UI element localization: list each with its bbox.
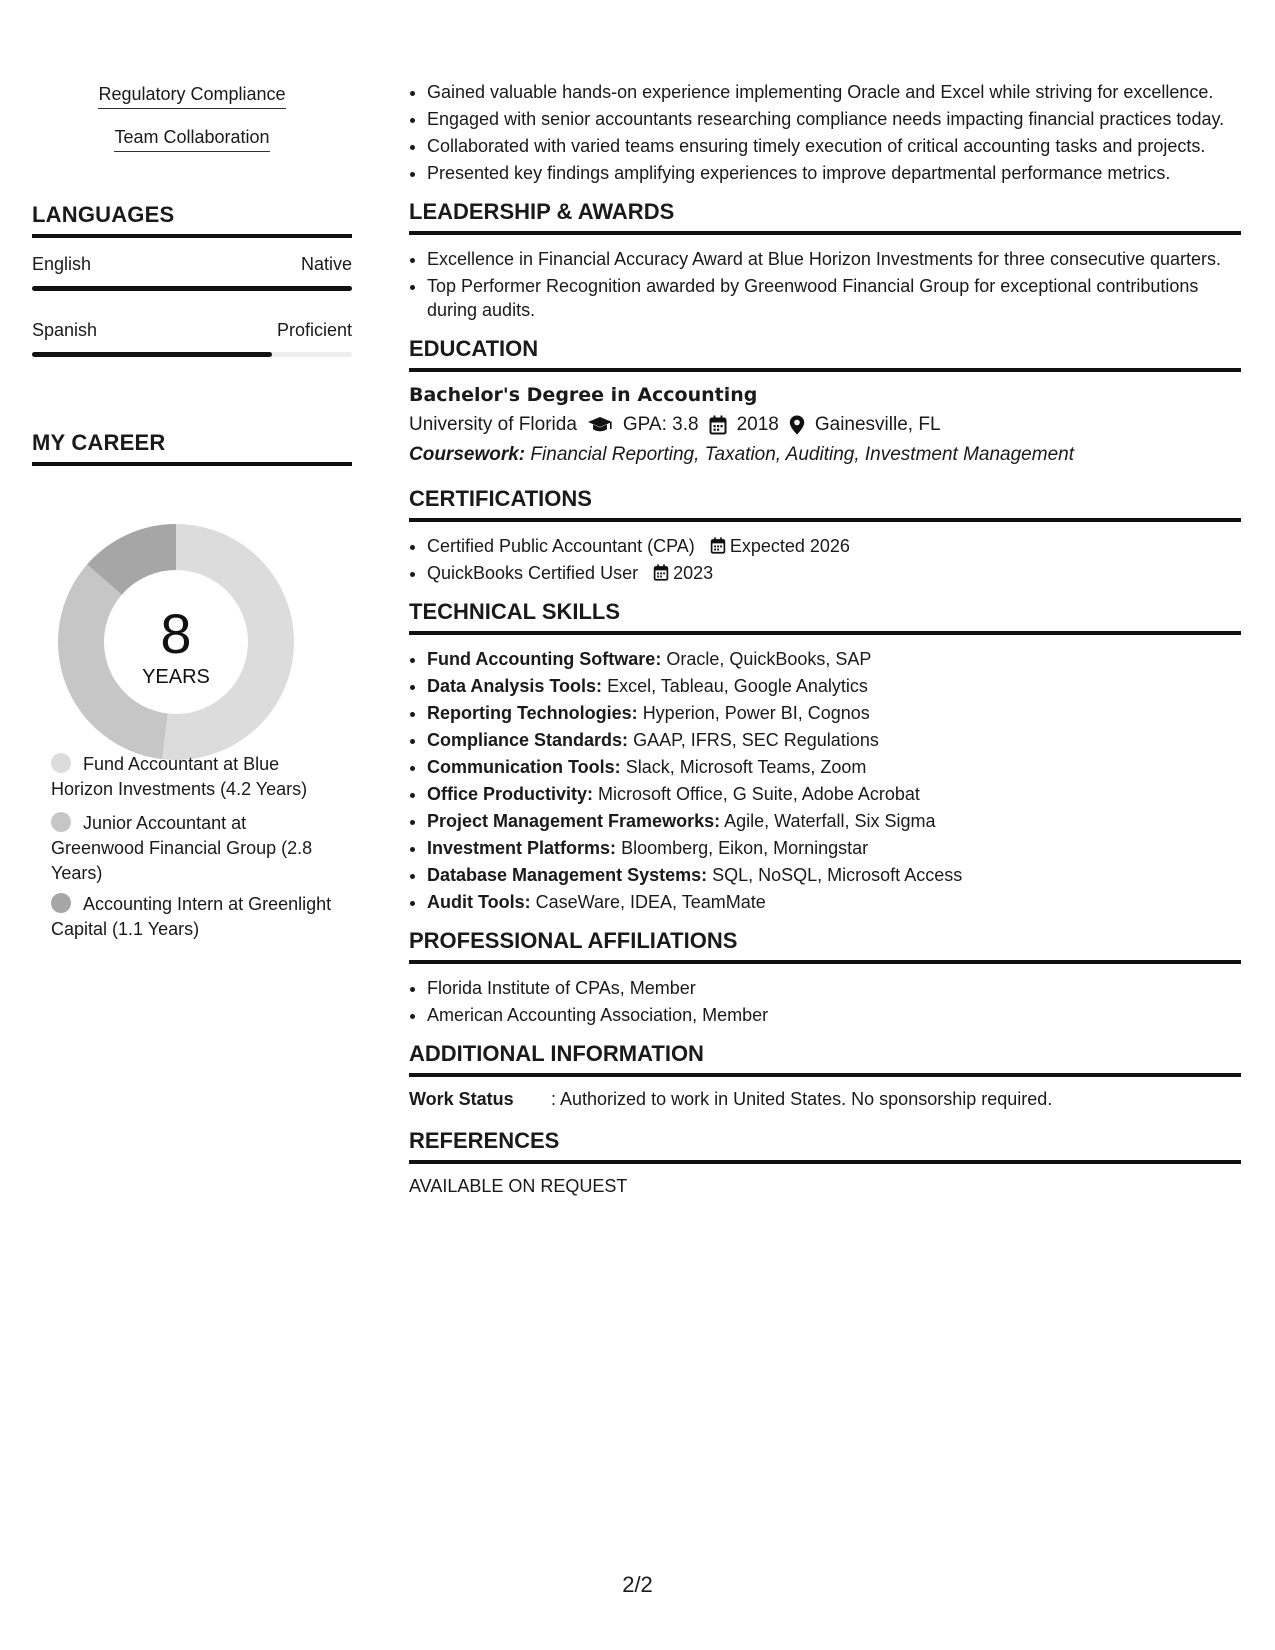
language-bar	[32, 352, 352, 357]
technical-skills-list	[409, 647, 1241, 914]
coursework-value: Financial Reporting, Taxation, Auditing, Investment Management	[530, 444, 1074, 465]
list-item: • Compliance Standards: GAAP, IFRS, SEC Regulations	[427, 728, 1241, 752]
cert-date: Expected 2026	[729, 536, 850, 556]
legend-item: Accounting Intern at Greenlight Capital (1.1 Years)	[51, 894, 332, 939]
list-item: • Project Management Frameworks: Agile, Waterfall, Six Sigma	[427, 809, 1241, 833]
list-item: • Investment Platforms: Bloomberg, Eikon, Morningstar	[427, 836, 1241, 860]
career-donut-chart	[54, 520, 298, 764]
list-item: • Reporting Technologies: Hyperion, Power BI, Cognos	[427, 701, 1241, 725]
main-content	[409, 80, 1241, 1197]
work-status-label: Work Status	[409, 1089, 514, 1109]
legend-swatch	[51, 812, 71, 832]
education-details	[409, 414, 1241, 436]
certifications-list	[409, 534, 1241, 585]
location-pin-icon	[789, 415, 805, 435]
list-item: • Top Performer Recognition awarded by Greenwood Financial Group for exceptional contributions during audits.	[427, 274, 1241, 322]
work-status-row	[409, 1089, 1241, 1110]
references-heading: REFERENCES	[409, 1128, 1241, 1164]
list-item: • Gained valuable hands-on experience implementing Oracle and Excel while striving for excellence.	[427, 80, 1241, 104]
language-bar-fill	[32, 286, 352, 291]
leadership-list	[409, 247, 1241, 322]
list-item: • Engaged with senior accountants researching compliance needs impacting financial practices today.	[427, 107, 1241, 131]
list-item: • QuickBooks Certified User 2023	[427, 561, 1241, 585]
career-heading: MY CAREER	[32, 430, 352, 466]
education-coursework	[409, 444, 1241, 466]
language-name: English	[32, 254, 92, 274]
list-item: • Database Management Systems: SQL, NoSQL, Microsoft Access	[427, 863, 1241, 887]
career-total: 8	[160, 602, 192, 665]
list-item: • Data Analysis Tools: Excel, Tableau, Google Analytics	[427, 674, 1241, 698]
calendar-icon	[653, 564, 669, 581]
education-school: University of Florida	[409, 414, 577, 435]
language-level: Native	[300, 254, 352, 274]
list-item: • Florida Institute of CPAs, Member	[427, 976, 1241, 1000]
language-name: Spanish	[32, 320, 98, 340]
references-text: AVAILABLE ON REQUEST	[409, 1176, 628, 1196]
language-level: Proficient	[276, 320, 352, 340]
skill-tag: Team Collaboration	[32, 127, 352, 152]
list-item: • Excellence in Financial Accuracy Award at Blue Horizon Investments for three consecutive quarters.	[427, 247, 1241, 271]
list-item: • American Accounting Association, Member	[427, 1003, 1241, 1027]
list-item: • Audit Tools: CaseWare, IDEA, TeamMate	[427, 890, 1241, 914]
page-number: 2/2	[622, 1572, 653, 1597]
legend-swatch	[51, 753, 71, 773]
language-bar	[32, 286, 352, 291]
legend-item: Fund Accountant at Blue Horizon Investments (4.2 Years)	[51, 754, 308, 799]
skill-tag: Regulatory Compliance	[32, 84, 352, 109]
education-heading: EDUCATION	[409, 336, 1241, 372]
education-location: Gainesville, FL	[814, 414, 941, 435]
list-item: • Certified Public Accountant (CPA) Expected 2026	[427, 534, 1241, 558]
coursework-label: Coursework:	[409, 444, 526, 465]
calendar-icon	[709, 415, 727, 435]
affiliations-heading: PROFESSIONAL AFFILIATIONS	[409, 928, 1241, 964]
graduation-cap-icon	[587, 416, 613, 434]
calendar-icon	[710, 537, 726, 554]
cert-date: 2023	[673, 563, 714, 583]
leadership-heading: LEADERSHIP & AWARDS	[409, 199, 1241, 235]
language-bar-fill	[32, 352, 272, 357]
languages-heading: LANGUAGES	[32, 202, 352, 238]
list-item: • Collaborated with varied teams ensuring timely execution of critical accounting tasks and projects.	[427, 134, 1241, 158]
education-gpa: GPA: 3.8	[622, 414, 699, 435]
education-year: 2018	[736, 414, 779, 435]
list-item: • Fund Accounting Software: Oracle, QuickBooks, SAP	[427, 647, 1241, 671]
additional-info-heading: ADDITIONAL INFORMATION	[409, 1041, 1241, 1077]
list-item: • Office Productivity: Microsoft Office, G Suite, Adobe Acrobat	[427, 782, 1241, 806]
work-status-value: : Authorized to work in United States. No sponsorship required.	[551, 1089, 1053, 1109]
education-degree: Bachelor's Degree in Accounting	[409, 384, 758, 406]
technical-skills-heading: TECHNICAL SKILLS	[409, 599, 1241, 635]
certifications-heading: CERTIFICATIONS	[409, 486, 1241, 522]
affiliations-list	[409, 976, 1241, 1027]
experience-bullets	[409, 80, 1241, 185]
list-item: • Presented key findings amplifying experiences to improve departmental performance metrics.	[427, 161, 1241, 185]
career-unit: YEARS	[142, 666, 210, 688]
legend-item: Junior Accountant at Greenwood Financial Group (2.8 Years)	[51, 813, 313, 883]
legend-swatch	[51, 893, 71, 913]
list-item: • Communication Tools: Slack, Microsoft Teams, Zoom	[427, 755, 1241, 779]
